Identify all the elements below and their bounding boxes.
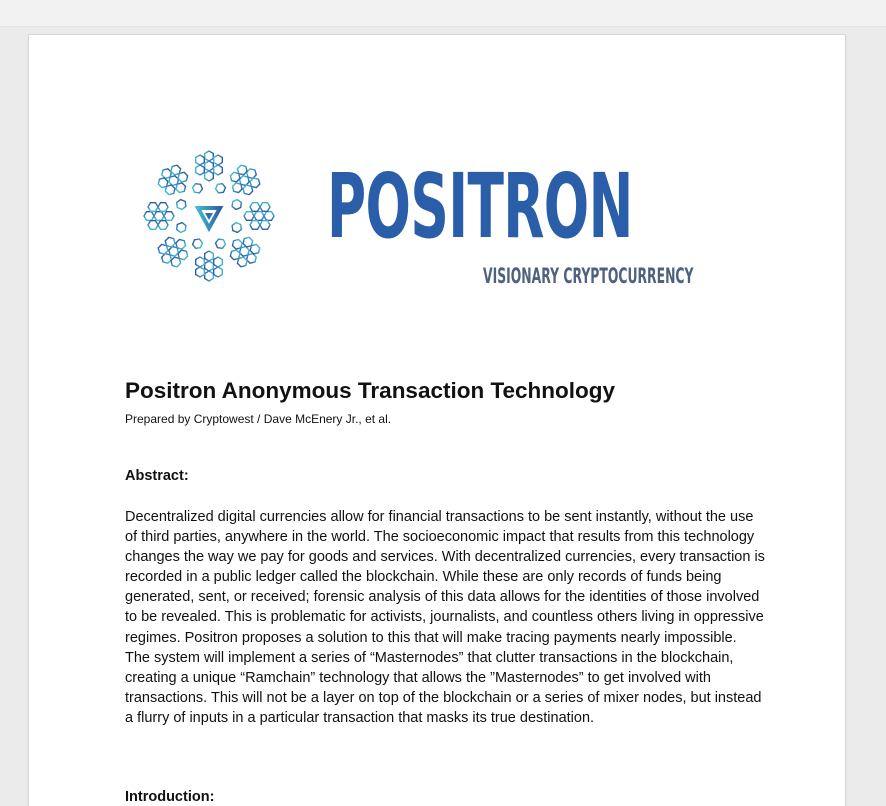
positron-wordmark: POSITRON (327, 154, 633, 258)
document-title: Positron Anonymous Transaction Technology (125, 378, 616, 403)
positron-logo-icon (138, 145, 280, 287)
abstract-paragraph: Decentralized digital currencies allow for financial transactions to be sent instantly, without the use of third parties, anywhere in the world. The socioeconomic impact that results from this technology changes the way we pay for goods and services. With decentralized currencies, every transaction is recorded in a public ledger called the blockchain. While these are only records of funds being generated, sent, or received; forensic analysis of this data allows for the identities of those involved to be revealed. This is problematic for activists, journalists, and countless others living in oppressive regimes. Positron proposes a solution to this that will make tracing payments nearly impossible. The system will implement a series of “Masternodes” that clutter transactions in the blockchain, creating a unique “Ramchain” technology that allows the ”Masternodes” to get involved with transactions. This will not be a layer on top of the blockchain or a series of mixer nodes, but instead a flurry of inputs in a particular transaction that masks its true destination. (125, 509, 765, 726)
introduction-heading: Introduction: (125, 789, 215, 805)
document-byline: Prepared by Cryptowest / Dave McEnery Jr., et al. (125, 412, 392, 426)
abstract-heading: Abstract: (125, 468, 189, 484)
document-page (29, 35, 845, 806)
viewer-toolbar (0, 0, 886, 27)
logo-tagline: VISIONARY CRYPTOCURRENCY (483, 264, 694, 288)
